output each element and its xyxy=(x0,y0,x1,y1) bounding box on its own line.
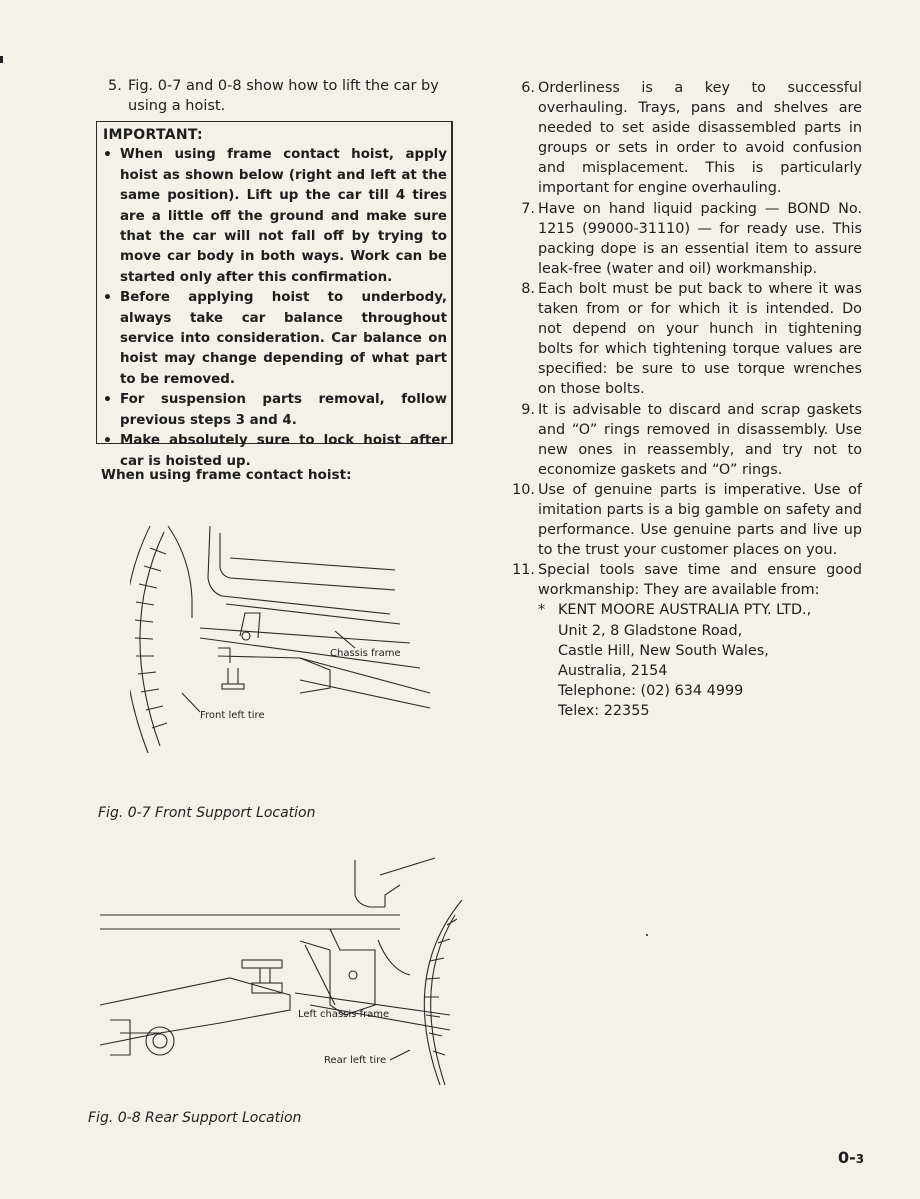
page-speck xyxy=(646,934,648,936)
item-number: 7. xyxy=(521,200,535,217)
item-text: Special tools save time and ensure good workmanship: They are available from: xyxy=(538,562,862,599)
step-text: Fig. 0-7 and 0-8 show how to lift the car by using a hoist. xyxy=(128,78,439,114)
page-number xyxy=(838,1148,864,1167)
address-line: Australia, 2154 xyxy=(558,662,668,679)
address-line: Telephone: (02) 634 4999 xyxy=(558,682,744,699)
step-number: 5. xyxy=(108,78,122,94)
page-number-main: 0- xyxy=(838,1148,856,1167)
chassis-frame-label: Chassis frame xyxy=(330,648,401,659)
front-support-illustration xyxy=(130,518,440,763)
frame-hoist-heading: When using frame contact hoist: xyxy=(101,467,352,483)
important-bullet: • Make absolutely sure to lock hoist after car is hoisted up. xyxy=(103,431,447,472)
figure-caption-0-8: Fig. 0-8 Rear Support Location xyxy=(88,1110,302,1126)
figure-caption-0-7: Fig. 0-7 Front Support Location xyxy=(98,805,316,821)
list-item xyxy=(505,560,862,721)
item-text: It is advisable to discard and scrap gaskets and “O” rings removed in disassembly. Use new ones in reassembly, and try not to economize gaskets and “O” rings. xyxy=(538,401,862,478)
list-item xyxy=(505,400,862,480)
list-item xyxy=(505,480,862,560)
item-text: Have on hand liquid packing — BOND No. 1215 (99000-31110) — for ready use. This packing dope is an essential item to assure leak-free (water and oil) workmanship. xyxy=(538,200,862,277)
page-number-sub: 3 xyxy=(855,1152,865,1166)
rear-left-tire-label: Rear left tire xyxy=(324,1055,387,1066)
item-number: 10. xyxy=(512,481,535,498)
item-number: 8. xyxy=(521,280,535,297)
item-number: 9. xyxy=(521,401,535,418)
address-line: Unit 2, 8 Gladstone Road, xyxy=(558,622,743,639)
rear-support-illustration xyxy=(100,855,465,1090)
important-bullet: • For suspension parts removal, follow previous steps 3 and 4. xyxy=(103,390,447,431)
list-item xyxy=(505,199,862,279)
address-line: Castle Hill, New South Wales, xyxy=(558,642,769,659)
item-text: Orderliness is a key to successful overhauling. Trays, pans and shelves are needed to set aside disassembled parts in groups or sets in order to avoid confusion and misplacement. This is particularly important for engine overhauling. xyxy=(538,80,862,197)
address-line: Telex: 22355 xyxy=(558,702,650,719)
important-title: IMPORTANT: xyxy=(103,127,203,143)
address-bullet: * xyxy=(538,602,546,619)
item-number: 6. xyxy=(521,80,535,96)
step-5 xyxy=(108,76,458,116)
margin-mark xyxy=(0,56,3,63)
overhaul-guidelines xyxy=(505,78,862,721)
important-bullet: • Before applying hoist to underbody, always take car balance throughout service into consideration. Car balance on hoist may change depending of what part to be removed. xyxy=(103,288,447,390)
address-line: KENT MOORE AUSTRALIA PTY. LTD., xyxy=(558,602,812,619)
front-left-tire-label: Front left tire xyxy=(200,710,265,721)
important-bullet: • When using frame contact hoist, apply hoist as shown below (right and left at the same position). Lift up the car till 4 tires are a little off the ground and make sure that the car will not fall off by trying to move car body in both ways. Work can be started only after this confirmation. xyxy=(103,145,447,288)
important-box xyxy=(96,121,453,469)
item-text: Use of genuine parts is imperative. Use of imitation parts is a big gamble on safety and performance. Use genuine parts and live up to the trust your customer places on you. xyxy=(538,481,862,559)
important-bullets xyxy=(103,145,447,472)
left-chassis-frame-label: Left chassis frame xyxy=(298,1009,390,1020)
item-number: 11. xyxy=(512,562,535,579)
supplier-address xyxy=(538,600,862,721)
item-text: Each bolt must be put back to where it was taken from or for which it is intended. Do not depend on your hunch in tightening bolts for which tightening torque values are specified: be sure to use torque wrenches on those bolts. xyxy=(538,280,862,398)
list-item xyxy=(505,279,862,400)
list-item xyxy=(505,78,862,199)
